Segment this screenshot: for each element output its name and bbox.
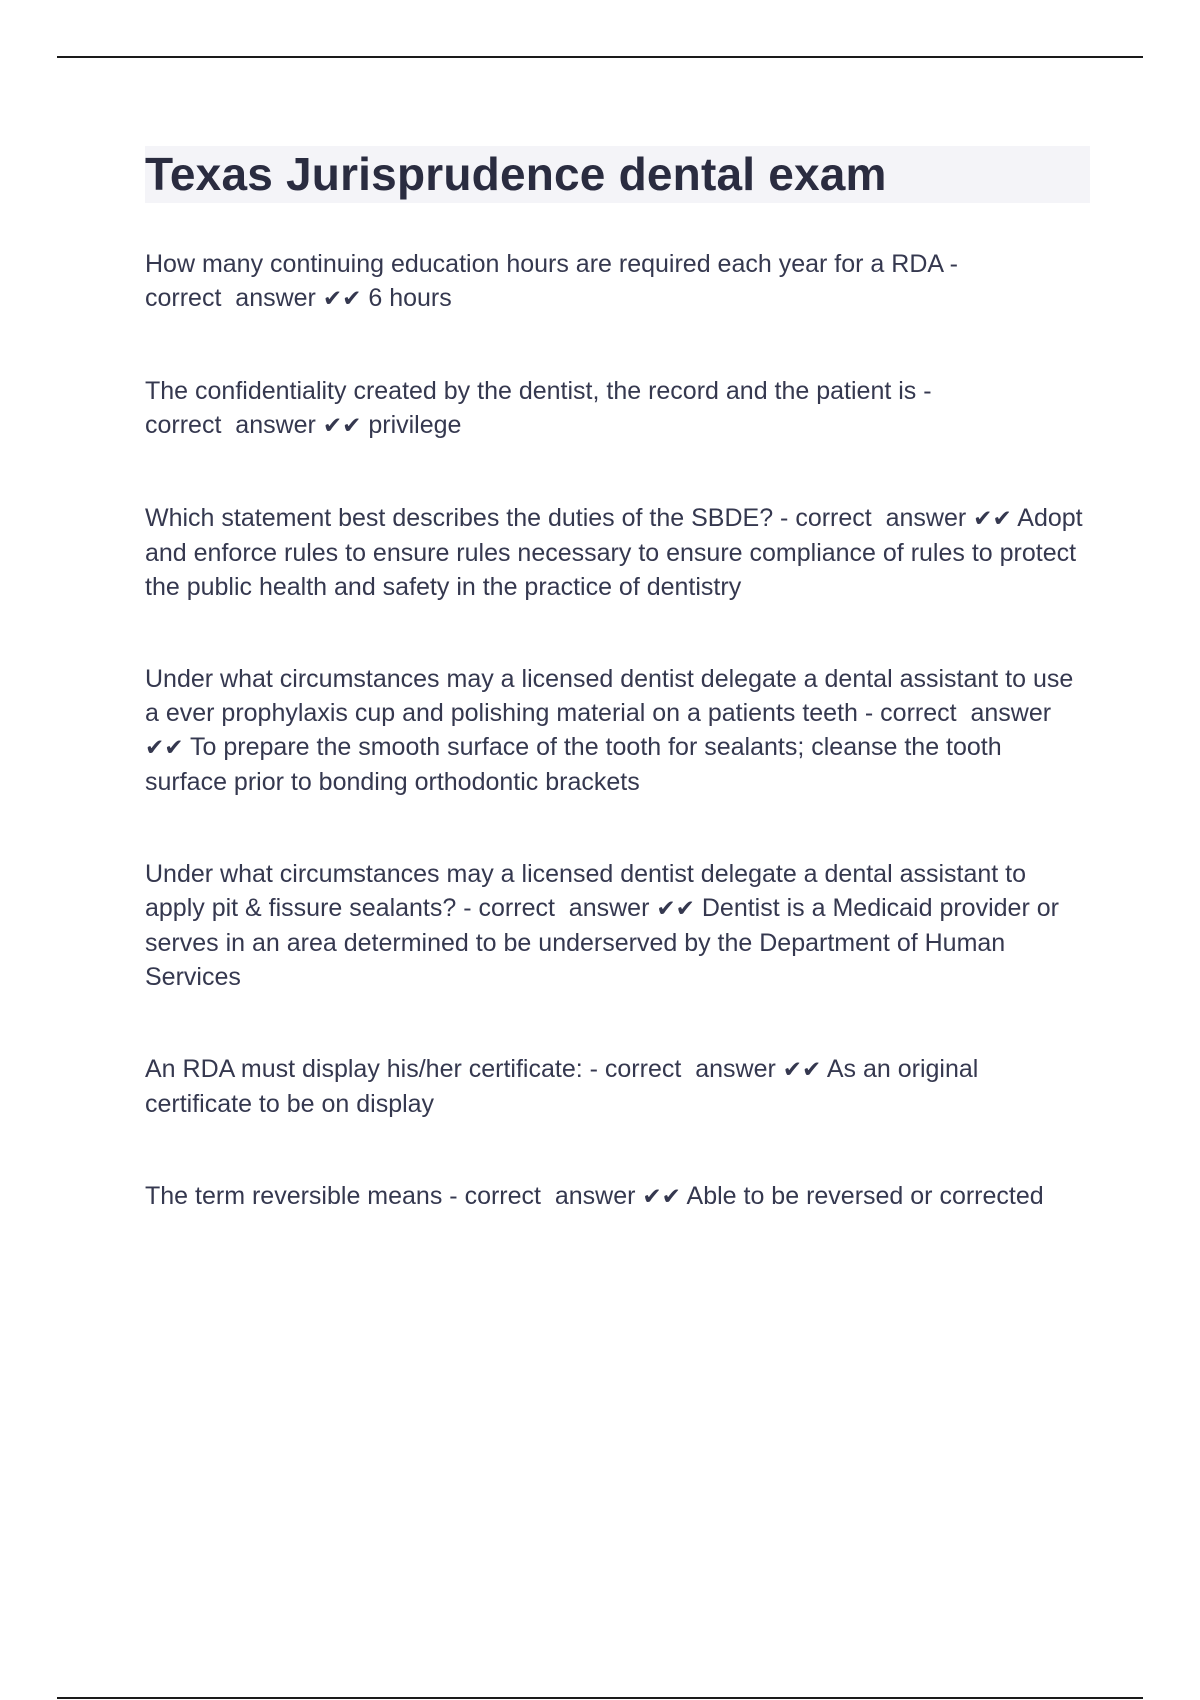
checkmark-icon: ✔✔	[973, 506, 1012, 532]
qa-item-3	[145, 501, 1085, 604]
answer-text: Dentist is a Medicaid provider or serves in an area determined to be underserved by the Department of Human Services	[145, 894, 1059, 991]
checkmark-icon: ✔✔	[322, 286, 362, 312]
question-text: Under what circumstances may a licensed dentist delegate a dental assistant to apply pit & fissure sealants? -	[145, 860, 1027, 922]
document-body	[145, 146, 1090, 1214]
qa-item-4	[145, 662, 1090, 799]
answer-text: 6 hours	[368, 284, 452, 312]
answer-marker: correct answer	[145, 284, 316, 312]
answer-marker: correct answer	[880, 699, 1052, 727]
checkmark-icon: ✔✔	[145, 735, 184, 761]
page-title: Texas Jurisprudence dental exam	[145, 148, 887, 200]
question-text: The term reversible means -	[145, 1182, 458, 1210]
checkmark-icon: ✔✔	[656, 896, 695, 922]
checkmark-icon: ✔✔	[782, 1057, 822, 1083]
answer-text: Adopt and enforce rules to ensure rules necessary to ensure compliance of rules to protect the public health and safety in the practice of dentistry	[145, 504, 1083, 601]
top-rule	[57, 56, 1143, 58]
bottom-rule	[57, 1697, 1143, 1699]
answer-text: As an original certificate to be on display	[145, 1055, 979, 1118]
question-text: An RDA must display his/her certificate: -	[145, 1055, 598, 1083]
title-band	[145, 146, 1090, 203]
answer-text: To prepare the smooth surface of the tooth for sealants; cleanse the tooth surface prior to bonding orthodontic brackets	[145, 733, 1002, 796]
answer-marker: correct answer	[145, 411, 316, 439]
answer-marker: correct answer	[604, 1055, 776, 1083]
checkmark-icon: ✔✔	[642, 1184, 681, 1210]
answer-marker: correct answer	[478, 894, 650, 922]
answer-marker: correct answer	[464, 1182, 636, 1210]
answer-marker: correct answer	[795, 504, 967, 532]
qa-item-2	[145, 374, 1045, 443]
qa-item-1	[145, 247, 1045, 316]
qa-item-5	[145, 857, 1090, 994]
answer-text: privilege	[368, 411, 462, 439]
question-text: How many continuing education hours are required each year for a RDA -	[145, 250, 958, 278]
qa-item-6	[145, 1052, 1090, 1121]
checkmark-icon: ✔✔	[322, 413, 362, 439]
qa-item-7	[145, 1179, 1045, 1214]
question-text: Which statement best describes the duties of the SBDE? -	[145, 504, 789, 532]
answer-text: Able to be reversed or corrected	[686, 1182, 1044, 1210]
question-text: The confidentiality created by the dentist, the record and the patient is -	[145, 377, 932, 405]
question-text: Under what circumstances may a licensed dentist delegate a dental assistant to use a ever prophylaxis cup and polishing material on a patients teeth -	[145, 665, 1074, 727]
